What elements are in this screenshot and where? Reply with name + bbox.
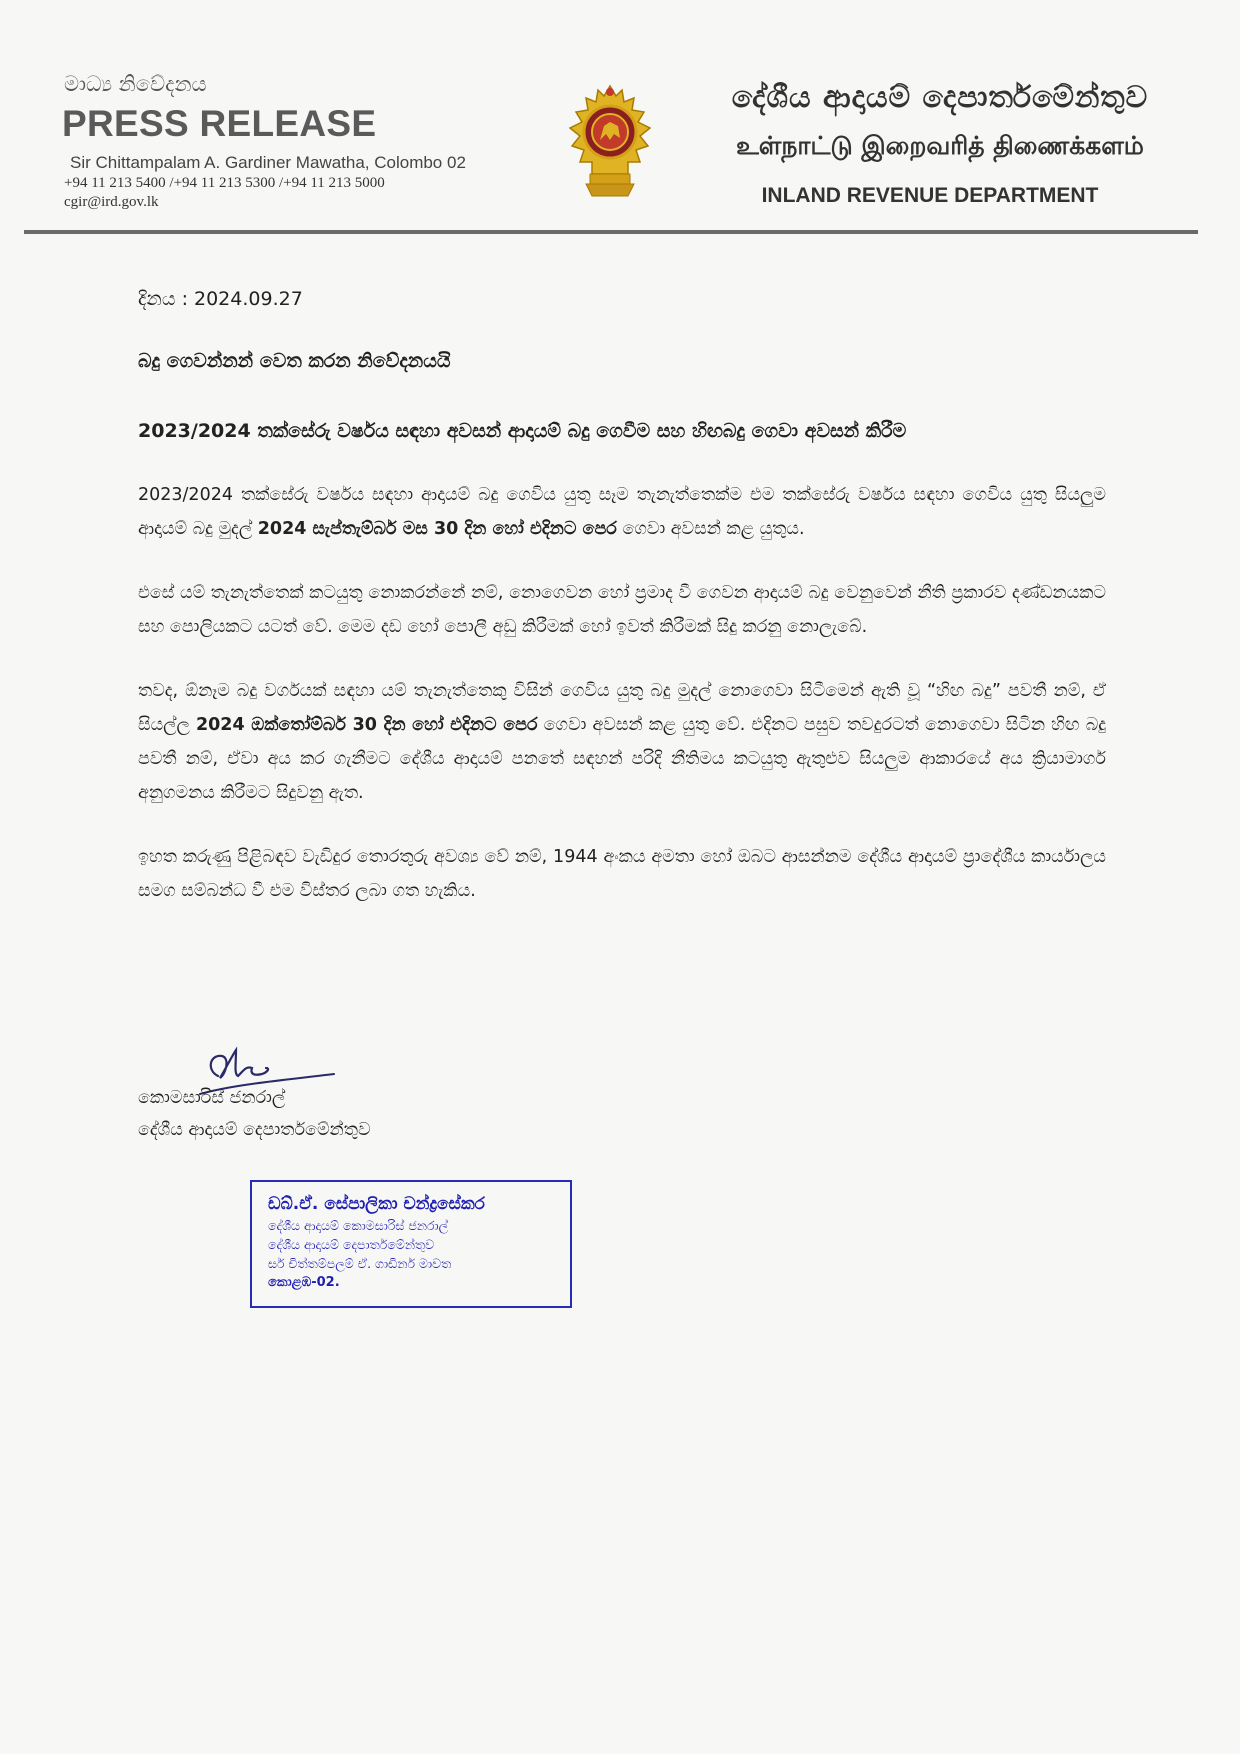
address: Sir Chittampalam A. Gardiner Mawatha, Colombo 02 xyxy=(70,153,466,172)
paragraph-1-text: 2023/2024 තක්සේරු වර්ෂය සඳහා ආදායම් බදු ගෙවිය යුතු සෑම තැනැත්තෙක්ම එම තක්සේරු වර්ෂය සඳහා ගෙවිය යුතු සියලුම ආදායම් බදු මුදල් xyxy=(138,485,1106,539)
notice-heading: බදු ගෙවන්නන් වෙත කරන නිවේදනයයි xyxy=(138,350,451,372)
department-name-tamil: உள்நாட்டு இறைவரித் திணைக்களம் xyxy=(736,131,1144,160)
paragraph-3 xyxy=(138,674,1106,810)
paragraph-3-text-end: ගෙවා අවසන් කළ යුතු වේ. එදිනට පසුව තවදුරටත් නොගෙවා සිටින හිඟ බදු පවතී නම්, ඒවා අය කර ගැනීමට දේශීය ආදායම් පනතේ සඳහන් පරිදි නීතිමය කටයුතු ඇතුළුව සියලුම ආකාරයේ අය ක්‍රියාමාර්ග අනුගමනය කිරීමට සිදුවනු ඇත. xyxy=(138,715,1106,803)
header-left xyxy=(62,72,532,211)
paragraph-3-deadline: 2024 ඔක්තෝම්බර් 30 දින හෝ එදිනට පෙර xyxy=(195,715,538,735)
stamp-line-3: සර් චිත්තම්පලම් ඒ. ගාඩිනර් මාවත xyxy=(268,1256,452,1271)
release-date: දිනය : 2024.09.27 xyxy=(138,288,303,310)
email-address: cgir@ird.gov.lk xyxy=(64,194,159,210)
header-right xyxy=(670,80,1210,208)
paragraph-1-text-end: ගෙවා අවසන් කළ යුතුය. xyxy=(616,519,805,539)
release-body xyxy=(138,288,1106,908)
paragraph-3-text: තවද, ඕනෑම බදු වර්ගයක් සඳහා යම් තැනැත්තෙකු විසින් ගෙවිය යුතු බදු මුදල් නොගෙවා සිටීමෙන් ඇති වූ “හිඟ බදු” පවතී නම්, ඒ සියල්ල xyxy=(138,681,1106,735)
press-release-title: PRESS RELEASE xyxy=(62,103,377,144)
stamp-line-1: දේශීය ආදායම් කොමසාරිස් ජනරාල් xyxy=(268,1218,449,1233)
paragraph-1-deadline: 2024 සැප්තැම්බර් මස 30 දින හෝ එදිනට පෙර xyxy=(257,519,617,539)
stamp-line-2: දේශීය ආදායම් දෙපාර්තමේන්තුව xyxy=(268,1237,435,1252)
signoff-block xyxy=(138,1082,371,1146)
signoff-department: දේශීය ආදායම් දෙපාර්තමේන්තුව xyxy=(138,1120,371,1140)
notice-subject: 2023/2024 තක්සේරු වර්ෂය සඳහා අවසන් ආදායම් බදු ගෙවීම සහ හිඟබදු ගෙවා අවසන් කිරීම xyxy=(138,420,907,442)
signoff-title: කොමසාරිස් ජනරාල් xyxy=(138,1088,286,1108)
official-stamp xyxy=(250,1180,572,1308)
media-release-label: මාධ්‍ය නිවේදනය xyxy=(64,72,207,96)
department-name-sinhala: දේශීය ආදායම් දෙපාර්තමේන්තුව xyxy=(731,80,1149,115)
sri-lanka-emblem-icon xyxy=(562,82,658,202)
phone-numbers: +94 11 213 5400 /+94 11 213 5300 /+94 11 213 5000 xyxy=(64,175,385,191)
header-divider xyxy=(24,230,1198,234)
paragraph-4: ඉහත කරුණු පිළිබඳව වැඩිදුර තොරතුරු අවශ්‍ය වේ නම්, 1944 අංකය අමතා හෝ ඔබට ආසන්නම දේශීය ආදායම් ප්‍රාදේශීය කාර්යාලය සමග සම්බන්ධ වී එම විස්තර ලබා ගත හැකිය. xyxy=(138,847,1106,901)
paragraph-2: එසේ යම් තැනැත්තෙක් කටයුතු නොකරන්නේ නම්, නොගෙවන හෝ ප්‍රමාද වී ගෙවන ආදායම් බදු වෙනුවෙන් නීති ප්‍රකාරව දණ්ඩනයකට සහ පොලියකට යටත් වේ. මෙම දඩ හෝ පොලී අඩු කිරීමක් හෝ ඉවත් කිරීමක් සිදු කරනු නොලැබේ. xyxy=(138,583,1106,637)
stamp-name: ඩබ්.ඒ. සේපාලිකා චන්ද්‍රසේකර xyxy=(268,1194,485,1214)
department-name-english: INLAND REVENUE DEPARTMENT xyxy=(761,184,1099,207)
stamp-line-4: කොළඹ-02. xyxy=(268,1275,340,1290)
paragraph-1 xyxy=(138,478,1106,546)
